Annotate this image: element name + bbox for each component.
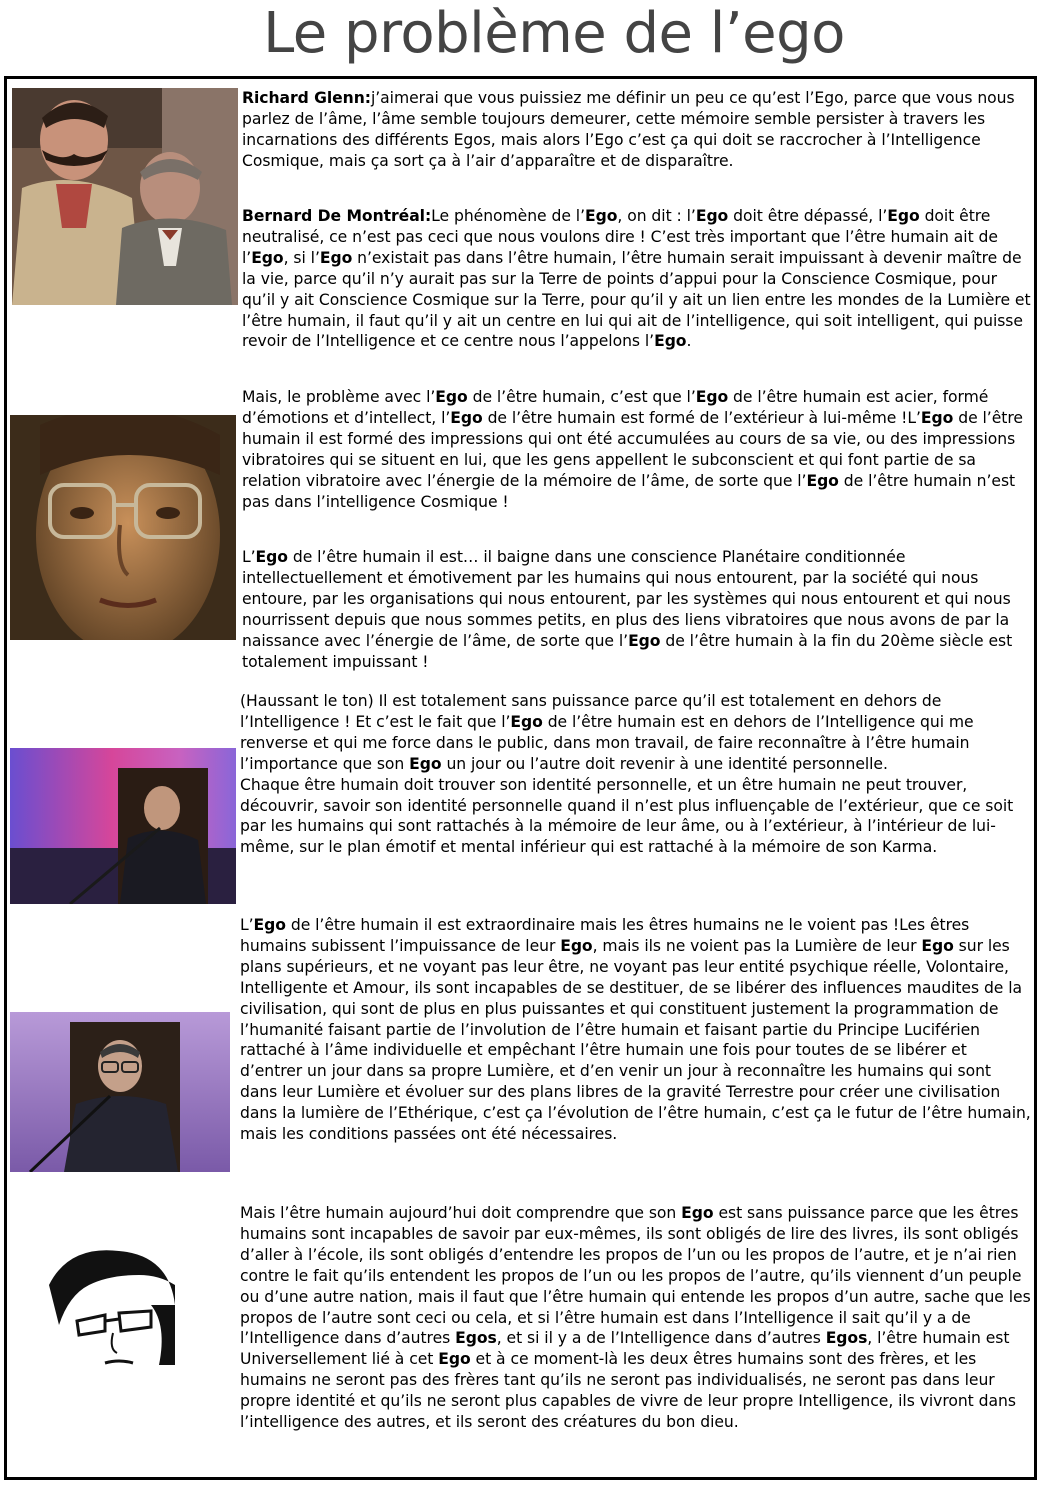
photo-portrait-glasses [10,415,236,640]
bold-term: Egos [825,1329,868,1348]
photo-sketch-portrait [39,1245,179,1379]
bold-term: Ego [253,916,286,934]
text-block-7 [240,1203,1032,1433]
text-block-1 [242,88,1032,172]
bold-term: Ego [560,936,593,955]
paragraph: j’aimerai que vous puissiez me définir un peu ce qu’est l’Ego, parce que vous nous parlez de l’âme, l’âme semble toujours demeurer, cette mémoire semble persister à travers les incarnations des différents Egos, mais alors l’Ego c’est ça qui doit se raccrocher à l’Intelligence Cosmique, mais ça sort ça à l’air d’apparaître et de disparaître. [242,89,1015,170]
text-block-2 [242,206,1032,352]
bold-term: Ego [887,207,920,225]
bold-term: Egos [455,1329,497,1348]
bold-term: Ego [409,754,442,773]
content-frame [4,76,1037,1480]
text-block-5 [240,691,1032,858]
bold-term: Ego [806,471,839,490]
bold-term: Ego [695,207,729,225]
bold-term: Ego [255,548,288,566]
photo-two-men [12,88,238,305]
bold-term: Ego [510,712,543,731]
speaker-name: Richard Glenn: [242,89,371,107]
photo-seated-microphone [10,1012,230,1172]
paragraph: L’Ego de l’être humain il est… il baigne dans une conscience Planétaire conditionnée intellectuellement et émotivement par les humains qui nous entourent, par la société qui nous entoure, par les organisations qui nous entourent, par les systèmes qui nous entourent et qui nous nourrissent depuis que nous sommes petits, en plus des liens vibratoires que nous avons de par la naissance avec l’énergie de l’âme, de sorte que l’Ego de l’être humain à la fin du 20ème siècle est totalement impuissant ! [242,548,1013,671]
bold-term: Ego [450,408,483,427]
bold-term: Ego [628,631,661,650]
page-title: Le problème de l’ego [263,1,845,66]
bold-term: Ego [921,936,954,955]
bold-term: Ego [681,1204,714,1222]
text-block-4 [242,547,1032,672]
text-block-3 [242,387,1032,512]
bold-term: Ego [654,332,687,351]
paragraph: Le phénomène de l’Ego, on dit : l’Ego doit être dépassé, l’Ego doit être neutralisé, ce n’est pas ceci que nous voulons dire ! C’est très important que l’être humain ait de l’Ego, si l’Ego n’existait pas dans l’être humain, l’être humain serait impuissant à devenir maître de la vie, parce qu’il n’y aurait pas sur la Terre de points d’appui pour la Conscience Cosmique, pour qu’il y ait Conscience Cosmique sur la Terre, pour qu’il y ait un lien entre les mondes de la Lumière et l’être humain, il faut qu’il y ait un centre en lui qui ait de l’intelligence, qui soit intelligent, qui puisse revoir de l’Intelligence et ce centre nous l’appelons l’Ego. [242,207,1031,351]
paragraph: Mais, le problème avec l’Ego de l’être humain, c’est que l’Ego de l’être humain est acier, formé d’émotions et d’intellect, l’Ego de l’être humain est formé de l’extérieur à lui-même !L’Ego de l’être humain il est formé des impressions qui ont été accumulées au cours de sa vie, ou des impressions vibratoires qui se situent en lui, que les gens appellent le subconscient et qui font partie de sa relation vibratoire avec l’énergie de la mémoire de l’âme, de sorte que l’Ego de l’être humain n’est pas dans l’intelligence Cosmique ! [242,388,1023,511]
text-block-6 [240,915,1032,1145]
paragraph: L’Ego de l’être humain il est extraordinaire mais les êtres humains ne le voient pas !Les êtres humains subissent l’impuissance de leur Ego, mais ils ne voient pas la Lumière de leur Ego sur les plans supérieurs, et ne voyant pas leur être, ne voyant pas leur entité psychique réelle, Volontaire, Intelligente et Amour, ils sont incapables de se destituer, de se libérer des influences maudites de la civilisation, qui sont de plus en plus puissantes et qui constituent justement la programmation de l’humanité faisant partie de l’involution de l’être humain et faisant partie du Principe Luciférien rattaché à l’âme individuelle et empêchant l’être humain une fois pour toutes de se libérer et d’entrer un jour dans sa propre Lumière, et d’en venir un jour à reconnaître les humains qui sont dans leur Lumière et évoluer sur des plans libres de la gravité Terrestre pour créer une civilisation dans la lumière de l’Ethérique, c’est ça l’évolution de l’être humain, c’est ça le futur de l’être humain, mais les conditions passées ont été nécessaires. [240,916,1031,1144]
bold-term: Ego [695,388,729,406]
paragraph: (Haussant le ton) Il est totalement sans puissance parce qu’il est totalement en dehors de l’Intelligence ! Et c’est le fait que l’Ego de l’être humain est en dehors de l’Intelligence qui me renverse et qui me force dans le public, dans mon travail, de faire reconnaître à l’être humain l’importance que son Ego un jour ou l’autre doit revenir à une identité personnelle. Chaque être humain doit trouver son identité personnelle, et un être humain ne peut trouver, découvrir, savoir son identité personnelle quand il n’est plus influençable de l’extérieur, que ce soit par les humains qui sont rattachés à la mémoire de leur âme, ou à l’extérieur, à l’intérieur de lui-même, sur le plan émotif et mental inférieur qui est rattaché à la mémoire de son Karma. [240,692,1014,857]
bold-term: Ego [251,248,284,267]
bold-term: Ego [920,408,954,427]
speaker-name: Bernard De Montréal: [242,207,432,225]
bold-term: Ego [438,1350,471,1369]
bold-term: Ego [435,388,468,406]
bold-term: Ego [585,207,618,225]
photo-seated-stage [10,748,236,904]
bold-term: Ego [319,248,353,267]
paragraph: Mais l’être humain aujourd’hui doit comprendre que son Ego est sans puissance parce que les êtres humains sont incapables de savoir par eux-mêmes, ils sont obligés de lire des livres, ils sont obligés d’aller à l’école, ils sont obligés d’entendre les propos de l’un ou les propos de l’autre, et je n’ai rien contre le fait qu’ils entendent les propos de l’un ou les propos de l’autre, qu’ils viennent d’un peuple ou d’une autre nation, mais il faut que l’être humain qui entende les propos d’un autre, sache que les propos de l’autre sont ceci ou cela, et si l’être humain est dans l’Intelligence il sait qu’il y a de l’Intelligence dans d’autres Egos, et si il y a de l’Intelligence dans d’autres Egos, l’être humain est Universellement lié à cet Ego et à ce moment-là les deux êtres humains sont des frères, et les humains ne seront pas des frères tant qu’ils ne seront pas individualisés, ne seront pas dans leur propre identité et qu’ils ne seront plus capables de vivre de leur propre Intelligence, ils vivront dans l’intelligence des autres, et ils seront des créatures du bon dieu. [240,1204,1031,1432]
